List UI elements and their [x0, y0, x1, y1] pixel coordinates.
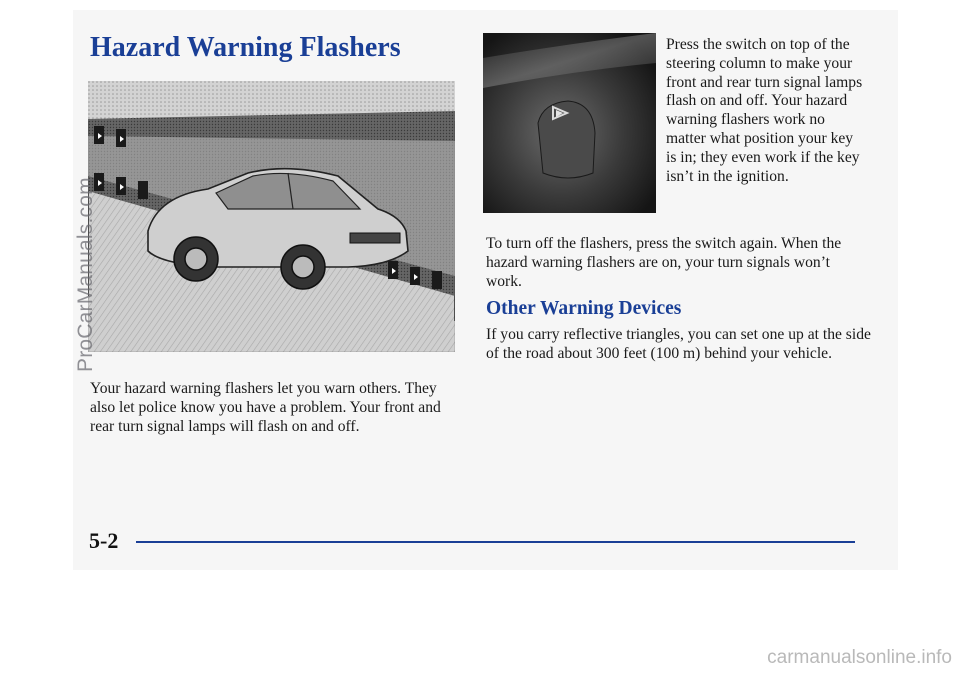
- side-watermark: ProCarManuals.com: [74, 177, 97, 372]
- car-illustration: [88, 81, 455, 352]
- page-number: 5-2: [89, 528, 119, 553]
- warning-devices-text: If you carry reflective triangles, you can set one up at the side of the road about 300 feet (100 m) behind your vehicle.: [486, 326, 871, 362]
- footer-rule: [136, 541, 855, 543]
- footer-watermark: carmanualsonline.info: [767, 647, 952, 668]
- page-title: Hazard Warning Flashers: [90, 32, 401, 63]
- section-title: Other Warning Devices: [486, 298, 682, 319]
- hazard-switch-photo: [483, 33, 656, 213]
- hazard-flashers-caption: Your hazard warning flashers let you warn others. They also let police know you have a problem. Your front and rear turn signal lamps will flash on and off.: [90, 380, 441, 435]
- turn-off-instructions: To turn off the flashers, press the switch again. When the hazard warning flashers are on, your turn signals won’t work.: [486, 235, 842, 290]
- switch-description: Press the switch on top of the steering column to make your front and rear turn signal lamps flash on and off. Your hazard warning flashers work no matter what position your key is in; they even work if the key isn’t in the ignition.: [666, 36, 863, 185]
